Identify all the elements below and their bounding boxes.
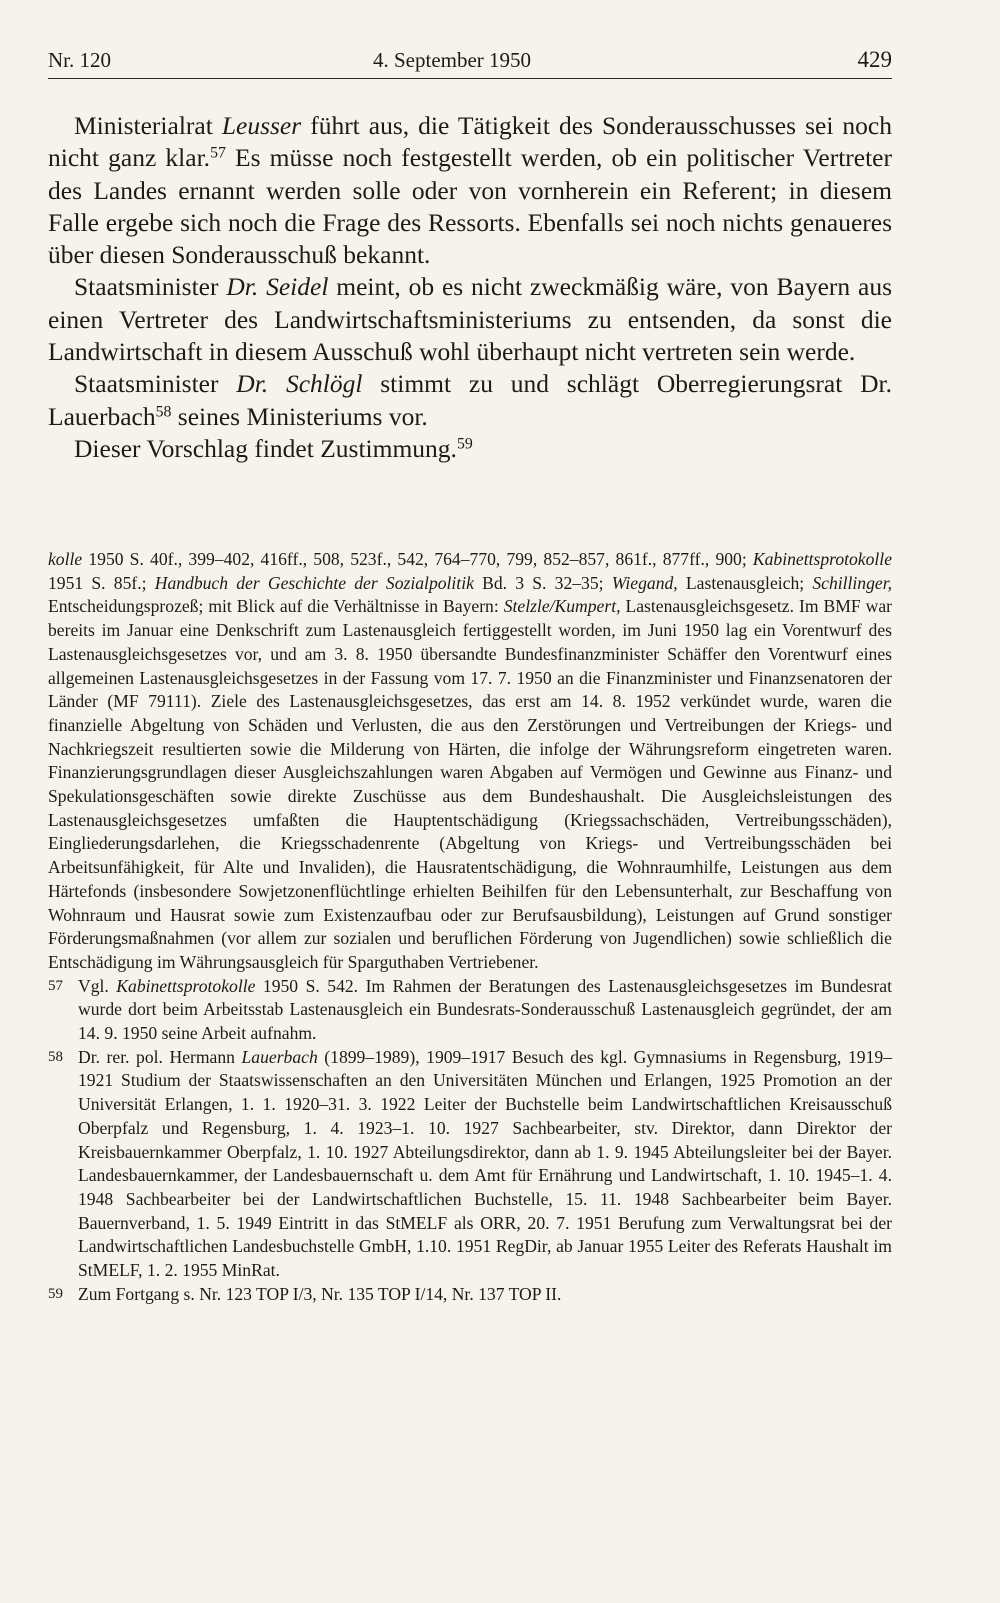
footnote-ref-57[interactable]: 57 bbox=[210, 144, 226, 162]
text-run: Wiegand, bbox=[611, 572, 678, 593]
text-run: Es müsse noch festgestellt werden, ob ein politischer Vertreter des Landes ernannt werden solle oder von vornherein ein Referent; in diesem Falle ergebe sich noch die Frage des Ressorts. Ebenfalls sei noch nichts genaueres über diesen Sonderausschuß bekannt. bbox=[48, 143, 892, 270]
text-run: führt aus, die Tätigkeit des Sonderausschusses sei noch nicht ganz klar. bbox=[48, 111, 892, 173]
text-run: 1950 S. 40f., 399–402, 416ff., 508, 523f., 542, 764–770, 799, 852–857, 861f., 877ff., 900; bbox=[82, 549, 753, 569]
text-run: Schillinger, bbox=[812, 572, 892, 593]
text-run: kolle bbox=[48, 549, 83, 569]
footnote-59 bbox=[48, 1283, 892, 1307]
running-header bbox=[48, 44, 892, 79]
text-run: Bd. 3 S. 32–35; bbox=[473, 572, 612, 593]
text-run: Handbuch der Geschichte der Sozialpolitik bbox=[154, 572, 474, 593]
paragraph-seidel bbox=[48, 271, 892, 368]
text-run: Kabinettsprotokolle bbox=[116, 975, 256, 996]
footnote-number: 58 bbox=[48, 1048, 63, 1065]
page-number: 429 bbox=[857, 47, 892, 72]
text-run: 1951 S. 85f.; bbox=[48, 572, 155, 593]
footnote-57 bbox=[48, 975, 892, 1046]
footnote-number: 57 bbox=[48, 977, 63, 994]
speaker-name: Leusser bbox=[221, 111, 302, 140]
paragraph-leusser bbox=[48, 110, 892, 271]
text-run: Entscheidungsprozeß; mit Blick auf die Verhältnisse in Bayern: bbox=[48, 596, 504, 617]
paragraph-decision bbox=[48, 433, 892, 465]
text-run: Vgl. bbox=[78, 975, 117, 996]
text-run: (1899–1989), 1909–1917 Besuch des kgl. Gymnasiums in Regensburg, 1919–1921 Studium der Staatswissenschaften an den Universitäten München und Erlangen, 1925 Promotion an der Universität Erlangen, 1. 1. 1920–31. 3. 1922 Leiter der Buchstelle beim Landwirtschaftlichen Kreisausschuß Oberpfalz und Regensburg, 1. 4. 1923–1. 10. 1927 Sachbearbeiter, stv. Direktor, dann Direktor der Kreisbauernkammer Oberpfalz, 1. 10. 1927 Abteilungsdirektor, dann ab 1. 9. 1945 Abteilungsleiter bei der Bayer. Landesbauernkammer, der Landesbauernschaft u. dem Amt für Ernährung und Landwirtschaft, 1. 10. 1945–1. 4. 1948 Sachbearbeiter bei der Landwirtschaftlichen Buchstelle, 15. 11. 1948 Sachbearbeiter beim Bayer. Bauernverband, 1. 5. 1949 Eintritt in das StMELF als ORR, 20. 7. 1951 Berufung zum Verwaltungsrat bei der Landwirtschaftlichen Landesbuchstelle GmbH, 1.10. 1951 RegDir, ab Januar 1955 Leiter des Referats Haushalt im StMELF, 1. 2. 1955 MinRat. bbox=[78, 1046, 892, 1281]
text-run: Lastenausgleich; bbox=[677, 572, 813, 593]
text-run: Lastenausgleichsgesetz. Im BMF war bereits im Januar eine Denkschrift zum Lastenausgleich fertiggestellt worden, im Juni 1950 lag ein Vorentwurf des Lastenausgleichsgesetzes vor, und am 3. 8. 1950 übersandte Bundesfinanzminister Schäffer den Vorentwurf eines allgemeinen Lastenausgleichsgesetzes in der Fassung vom 17. 7. 1950 an die Finanzminister und Finanzsenatoren der Länder (MF 79111). Ziele des Lastenausgleichsgesetzes, das erst am 14. 8. 1952 verkündet wurde, waren die finanzielle Abgeltung von Schäden und Verlusten, die aus den Zerstörungen und Vertreibungen der Kriegs- und Nachkriegszeit resultierten sowie die Milderung von Härten, die infolge der Währungsreform eingetreten waren. Finanzierungsgrundlagen dieser Ausgleichszahlungen waren Abgaben auf Vermögen und Gewinne aus Finanz- und Spekulationsgeschäften sowie direkte Zuschüsse aus dem Bundeshaushalt. Die Ausgleichsleistungen des Lastenausgleichsgesetzes umfaßten die Hauptentschädigung (Kriegssachschäden, Vertreibungsschäden), Eingliederungsdarlehen, die Kriegsschadenrente (Abgeltung von Kriegs- und Vertreibungsschäden bei Arbeitsunfähigkeit, für Alte und Invaliden), die Hausratentschädigung, die Wohnraumhilfe, Leistungen aus dem Härtefonds (insbesondere Sowjetzonenflüchtlinge erhielten Beihilfen für den Lebensunterhalt, zur Beschaffung von Wohnraum und Hausrat sowie zum Existenzaufbau oder zur Berufsausbildung), Leistungen auf Grund sonstiger Förderungsmaßnahmen (vor allem zur sozialen und beruflichen Förderung von Jugendlichen) sowie schließlich die Entschädigung im Währungsausgleich für Sparguthaben Vertriebener. bbox=[48, 596, 892, 972]
paragraph-schloegl bbox=[48, 368, 892, 433]
document-number: Nr. 120 bbox=[48, 48, 111, 72]
footnote-58 bbox=[48, 1046, 892, 1283]
text-run: Kabinettsprotokolle bbox=[752, 549, 892, 569]
text-run: Lauerbach bbox=[241, 1046, 318, 1067]
text-run: stimmt zu und schlägt Oberregierungsrat Dr. Lauerbach bbox=[48, 369, 892, 431]
text-run: meint, ob es nicht zweckmäßig wäre, von Bayern aus einen Vertreter des Landwirtschaftsministeriums zu entsenden, da sonst die Landwirtschaft in diesem Ausschuß wohl überhaupt nicht vertreten sein werde. bbox=[48, 272, 892, 367]
footnotes bbox=[48, 548, 892, 1307]
text-run: Stelzle/Kumpert, bbox=[503, 596, 621, 617]
speaker-name: Dr. Schlögl bbox=[236, 369, 363, 399]
main-text bbox=[48, 110, 892, 465]
text-run: Ministerialrat bbox=[74, 111, 222, 140]
text-run: Staatsminister bbox=[74, 272, 227, 302]
speaker-name: Dr. Seidel bbox=[226, 272, 329, 302]
text-run: Dieser Vorschlag findet Zustimmung. bbox=[74, 433, 457, 463]
text-run: seines Ministeriums vor. bbox=[171, 401, 428, 431]
text-run: Staatsminister bbox=[74, 369, 237, 399]
footnote-number: 59 bbox=[48, 1285, 63, 1302]
text-run: Dr. rer. pol. Hermann bbox=[78, 1046, 242, 1067]
footnote-ref-58[interactable]: 58 bbox=[155, 402, 172, 420]
footnote-ref-59[interactable]: 59 bbox=[456, 435, 473, 453]
footnote-continuation bbox=[48, 548, 892, 975]
text-run: 1950 S. 542. Im Rahmen der Beratungen des Lastenausgleichsgesetzes im Bundesrat wurde dort beim Arbeitsstab Lastenausgleich ein Bundesrats-Sonderausschuß Lastenausgleich gegründet, der am 14. 9. 1950 seine Arbeit aufnahm. bbox=[78, 975, 892, 1044]
header-date: 4. September 1950 bbox=[373, 48, 532, 72]
text-run: Zum Fortgang s. Nr. 123 TOP I/3, Nr. 135 TOP I/14, Nr. 137 TOP II. bbox=[78, 1283, 562, 1304]
